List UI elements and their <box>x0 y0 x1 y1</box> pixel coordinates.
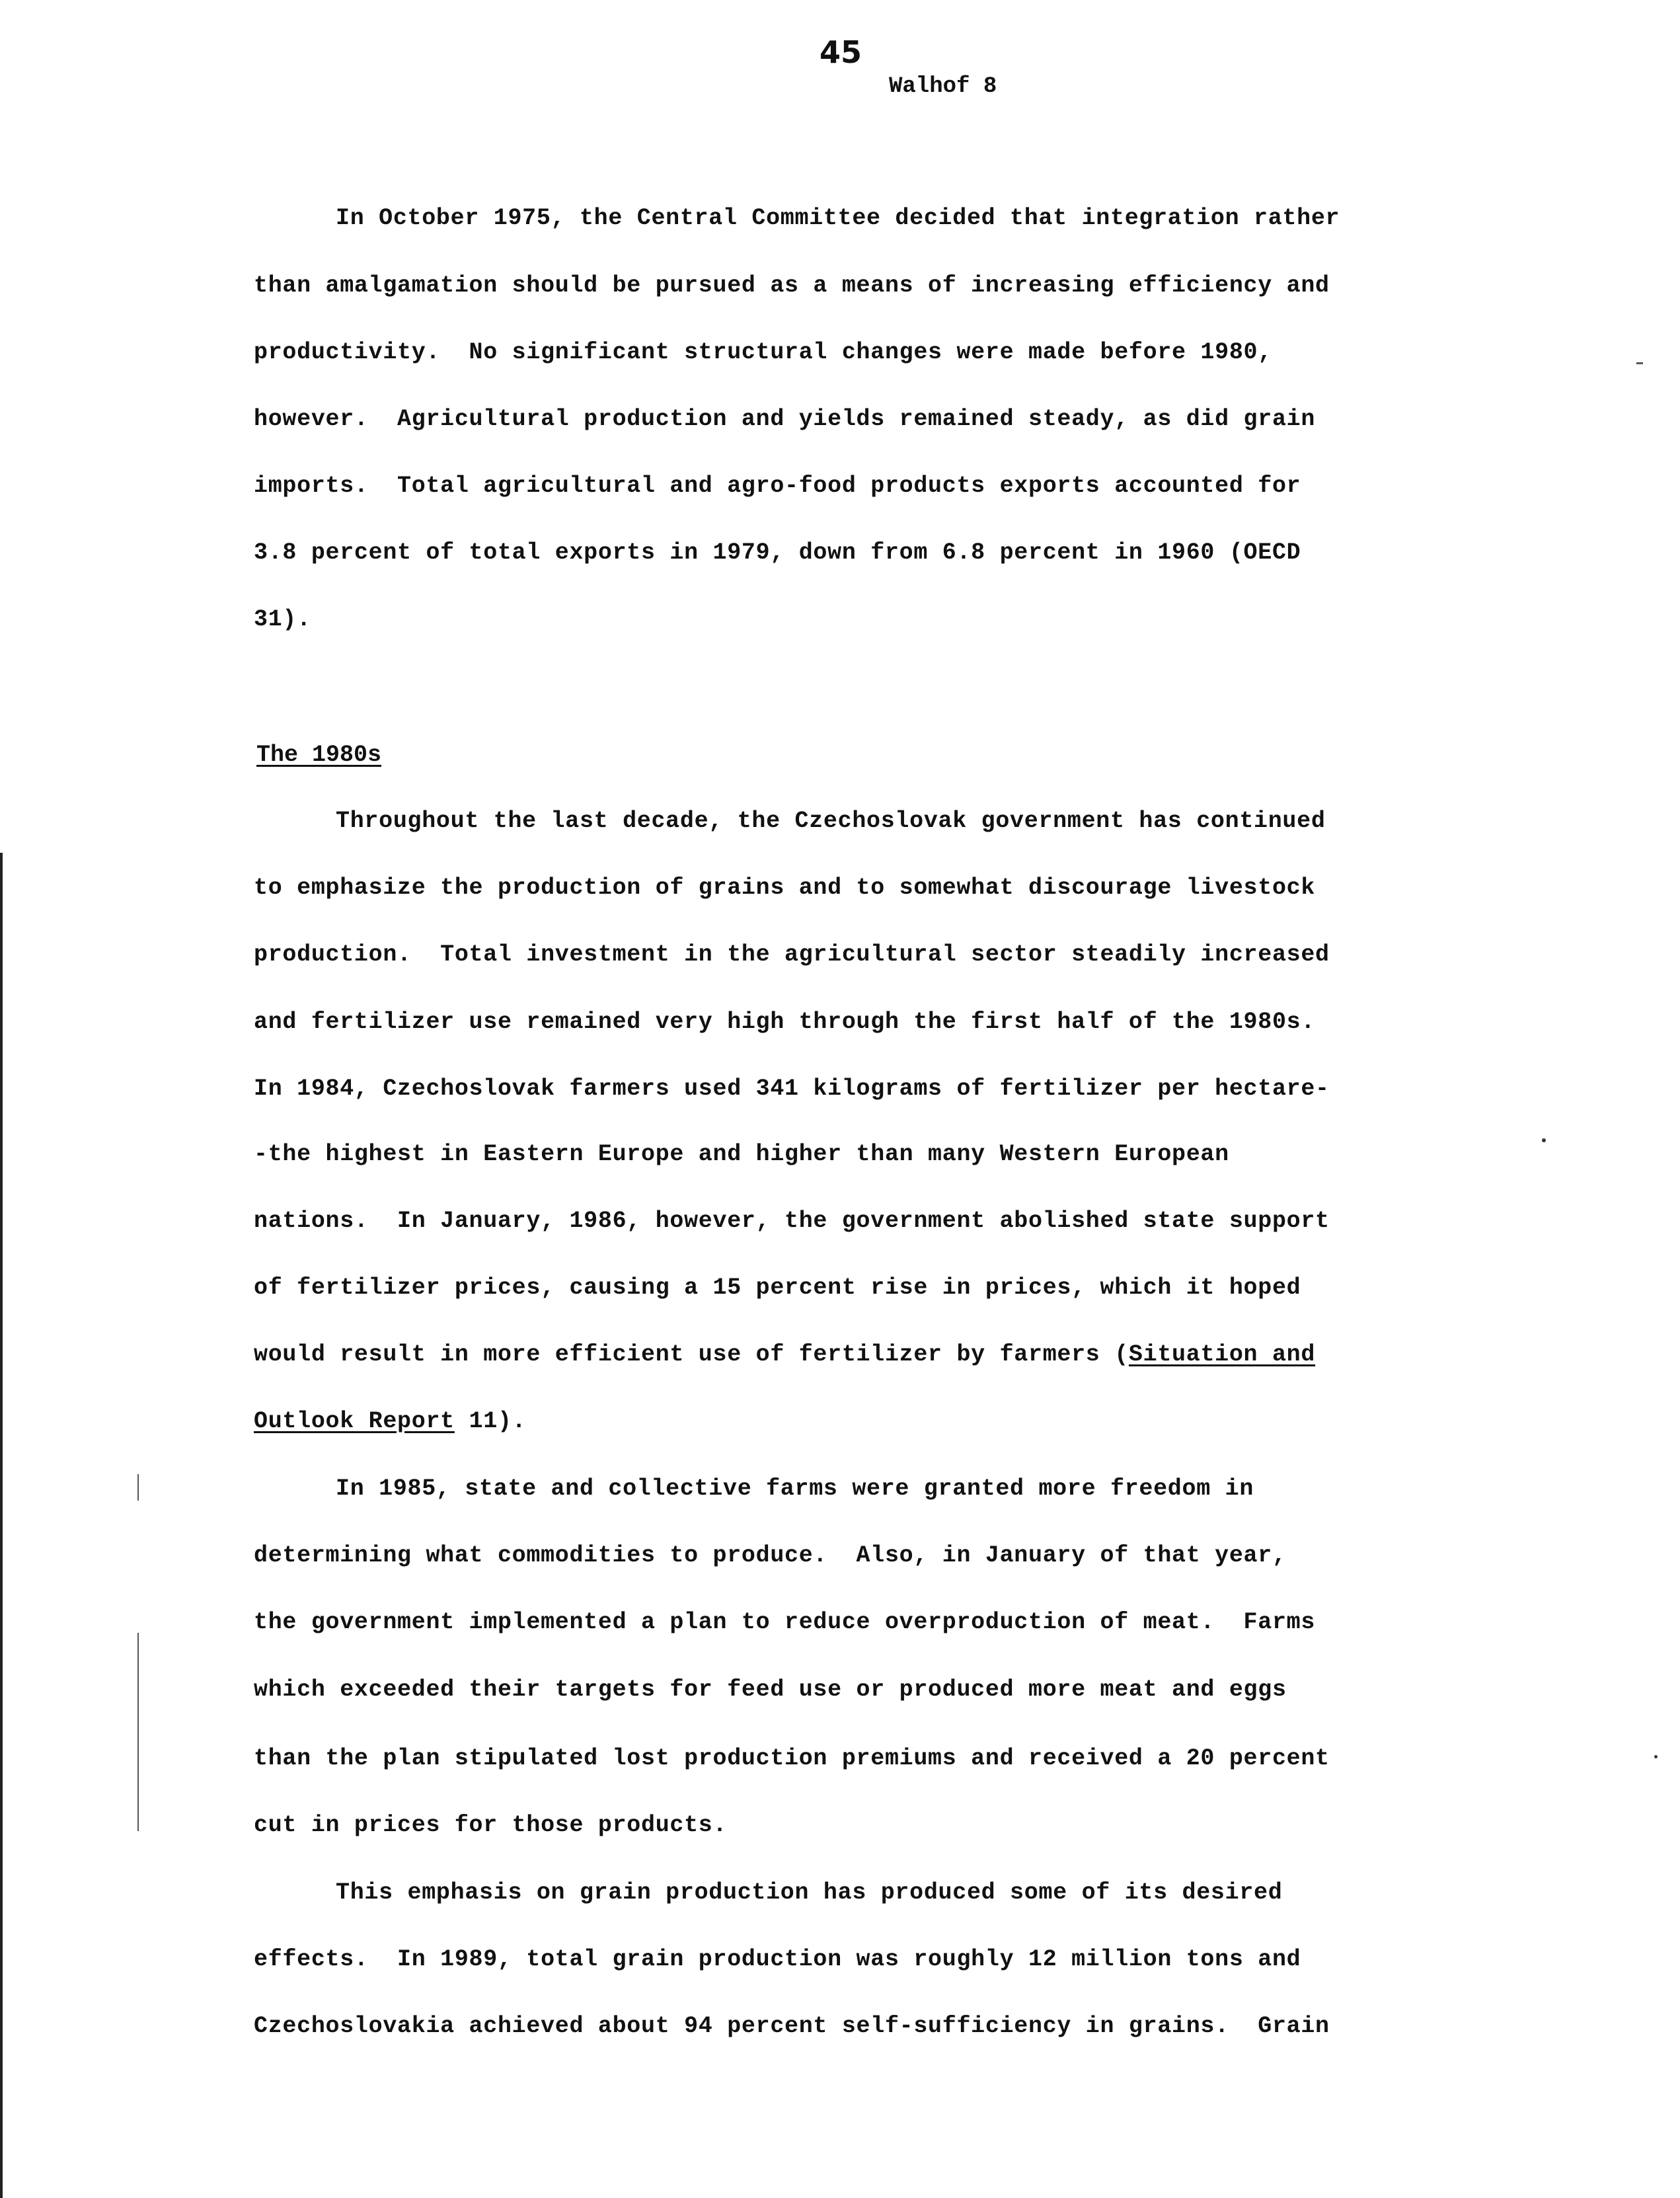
paragraph-line: effects. In 1989, total grain production was roughly 12 million tons and <box>254 1946 1301 1973</box>
paragraph-line: In 1984, Czechoslovak farmers used 341 kilograms of fertilizer per hectare- <box>254 1076 1330 1102</box>
paragraph-line: than amalgamation should be pursued as a means of increasing efficiency and <box>254 272 1330 299</box>
paragraph-line: 3.8 percent of total exports in 1979, down from 6.8 percent in 1960 (OECD <box>254 539 1301 566</box>
paragraph-line <box>254 1341 1315 1368</box>
citation-title: Situation and <box>1128 1341 1316 1368</box>
section-heading: The 1980s <box>256 742 382 768</box>
scan-mark <box>137 1633 139 1831</box>
paragraph-line: however. Agricultural production and yields remained steady, as did grain <box>254 406 1316 432</box>
paragraph-line: 31). <box>254 606 311 633</box>
scan-mark <box>137 1474 139 1501</box>
paragraph-line: This emphasis on grain production has produced some of its desired <box>336 1879 1283 1906</box>
paragraph-line: -the highest in Eastern Europe and higher than many Western European <box>254 1141 1229 1167</box>
running-head: Walhof 8 <box>889 74 997 99</box>
paragraph-line: Throughout the last decade, the Czechoslovak government has continued <box>336 808 1326 834</box>
line-text: 11). <box>454 1408 527 1434</box>
scan-margin-line <box>0 853 3 2198</box>
paragraph-line: determining what commodities to produce. Also, in January of that year, <box>254 1542 1287 1569</box>
scan-dot <box>1654 1755 1658 1758</box>
paragraph-line: production. Total investment in the agricultural sector steadily increased <box>254 941 1330 968</box>
scan-dot <box>1542 1138 1546 1142</box>
paragraph-line: the government implemented a plan to reduce overproduction of meat. Farms <box>254 1609 1316 1635</box>
line-text: would result in more efficient use of fertilizer by farmers ( <box>254 1341 1129 1368</box>
paragraph-line <box>254 1408 526 1434</box>
paragraph-line: and fertilizer use remained very high through the first half of the 1980s. <box>254 1009 1316 1035</box>
citation-title: Outlook Report <box>254 1408 455 1434</box>
paragraph-line: of fertilizer prices, causing a 15 percent rise in prices, which it hoped <box>254 1275 1301 1301</box>
scan-mark <box>1636 362 1643 364</box>
paragraph-line: Czechoslovakia achieved about 94 percent self-sufficiency in grains. Grain <box>254 2013 1330 2039</box>
paragraph-line: than the plan stipulated lost production premiums and received a 20 percent <box>254 1745 1330 1772</box>
paragraph-line: cut in prices for those products. <box>254 1812 728 1838</box>
paragraph-line: nations. In January, 1986, however, the government abolished state support <box>254 1208 1330 1234</box>
paragraph-line: productivity. No significant structural changes were made before 1980, <box>254 339 1272 366</box>
page-number: 45 <box>820 34 862 70</box>
paragraph-line: In October 1975, the Central Committee decided that integration rather <box>336 205 1340 231</box>
paragraph-line: to emphasize the production of grains and to somewhat discourage livestock <box>254 875 1316 901</box>
paragraph-line: imports. Total agricultural and agro-food products exports accounted for <box>254 473 1301 499</box>
paragraph-line: In 1985, state and collective farms were granted more freedom in <box>336 1475 1254 1502</box>
paragraph-line: which exceeded their targets for feed use or produced more meat and eggs <box>254 1676 1287 1703</box>
